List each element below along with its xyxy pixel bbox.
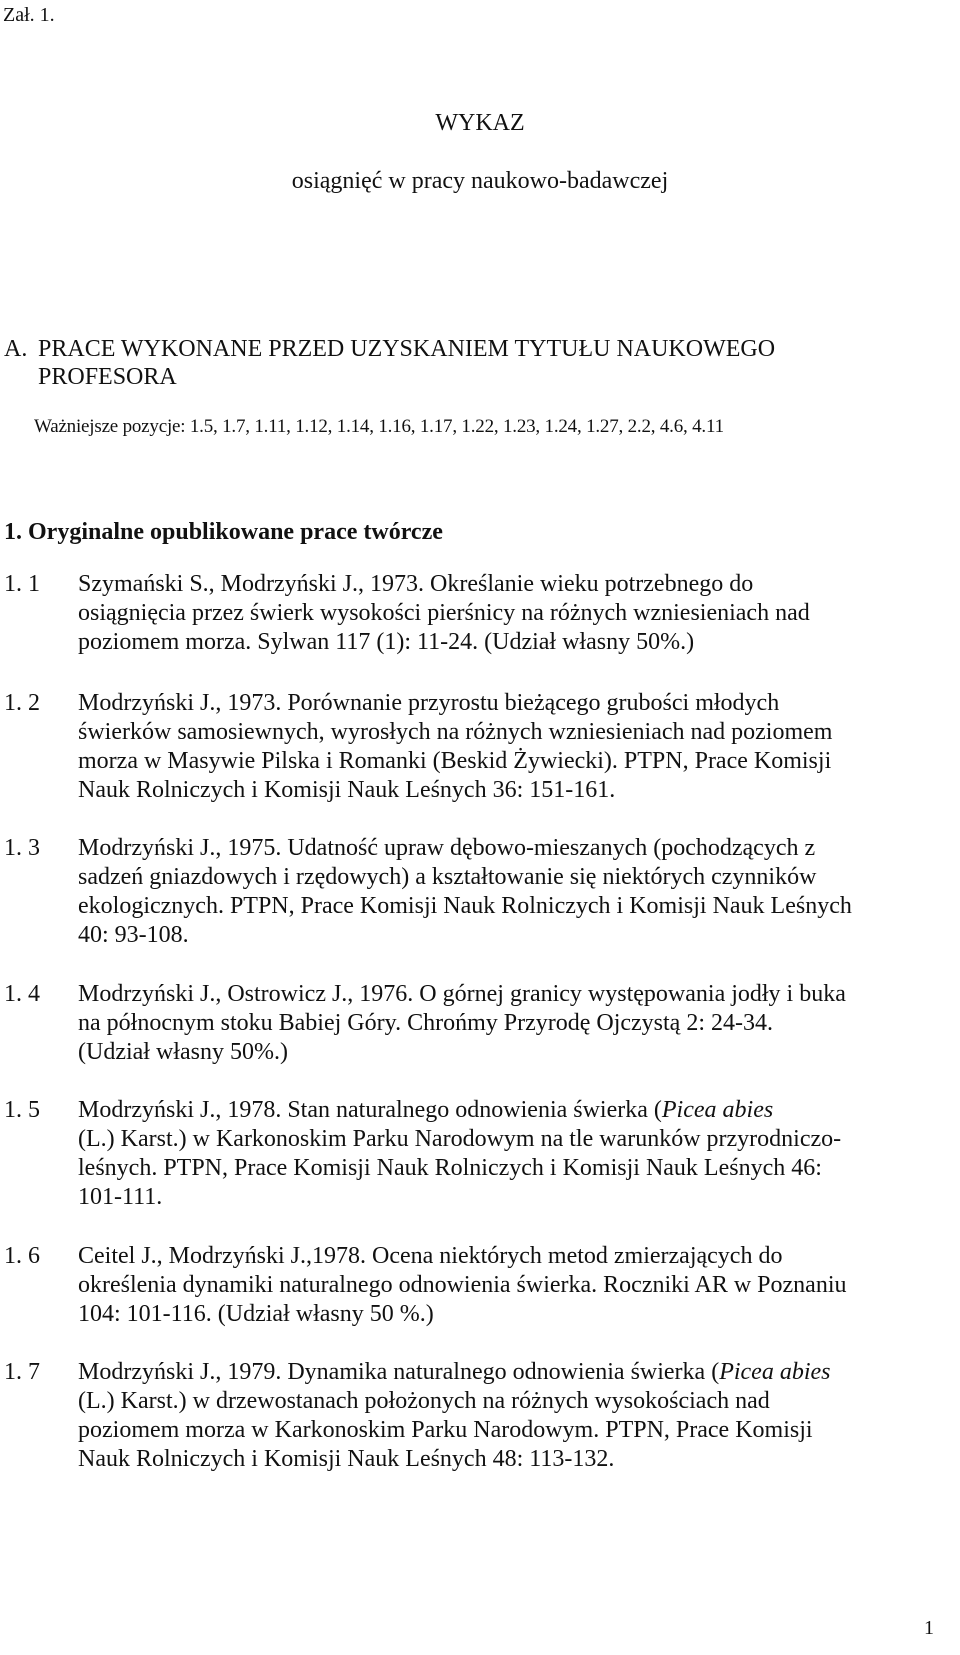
page-number: 1 [924, 1617, 934, 1639]
important-items: Ważniejsze pozycje: 1.5, 1.7, 1.11, 1.12, 1.14, 1.16, 1.17, 1.22, 1.23, 1.24, 1.27, 2.2, 4.6, 4.11 [34, 416, 724, 437]
entry-number: 1. 1 [4, 571, 40, 597]
entry-line: na północnym stoku Babiej Góry. Chrońmy Przyrodę Ojczystą 2: 24-34. [78, 1010, 773, 1036]
entry-number: 1. 7 [4, 1359, 40, 1385]
entry-line: 40: 93-108. [78, 922, 189, 948]
entry-line: Modrzyński J., 1973. Porównanie przyrostu bieżącego grubości młodych [78, 690, 780, 716]
entry-line: Szymański S., Modrzyński J., 1973. Określanie wieku potrzebnego do [78, 571, 754, 597]
list-item [4, 980, 924, 1067]
list-item [4, 1096, 924, 1212]
entry-text: Modrzyński J., 1979. Dynamika naturalnego odnowienia świerka ( [78, 1359, 720, 1385]
entry-line: Modrzyński J., 1975. Udatność upraw dębowo-mieszanych (pochodzących z [78, 835, 816, 861]
entry-line: leśnych. PTPN, Prace Komisji Nauk Rolniczych i Komisji Nauk Leśnych 46: [78, 1155, 822, 1181]
document-title: WYKAZ [435, 110, 525, 136]
attachment-label: Zał. 1. [3, 4, 55, 26]
list-item [4, 834, 924, 950]
entry-line: Nauk Rolniczych i Komisji Nauk Leśnych 48: 113-132. [78, 1446, 615, 1472]
section-a-heading [4, 335, 775, 391]
entry-line: poziomem morza w Karkonoskim Parku Narodowym. PTPN, Prace Komisji [78, 1417, 813, 1443]
list-item [4, 1242, 924, 1329]
list-item [4, 1358, 924, 1474]
latin-name: Picea abies [661, 1097, 774, 1123]
entry-line: morza w Masywie Pilska i Romanki (Beskid Żywiecki). PTPN, Prace Komisji [78, 748, 832, 774]
entry-text: Modrzyński J., 1978. Stan naturalnego odnowienia świerka ( [78, 1097, 662, 1123]
entry-line: (Udział własny 50%.) [78, 1039, 288, 1065]
entry-line: osiągnięcia przez świerk wysokości pierśnicy na różnych wzniesieniach nad [78, 600, 810, 626]
section-a-label: A. [4, 336, 28, 362]
entry-line: określenia dynamiki naturalnego odnowienia świerka. Roczniki AR w Poznaniu [78, 1272, 847, 1298]
list-item [4, 689, 924, 805]
entry-line: 101-111. [78, 1184, 163, 1210]
section-1-heading: 1. Oryginalne opublikowane prace twórcze [4, 519, 443, 545]
entry-number: 1. 3 [4, 835, 40, 861]
entry-line: (L.) Karst.) w drzewostanach położonych na różnych wysokościach nad [78, 1388, 770, 1414]
entry-number: 1. 2 [4, 690, 40, 716]
entry-line [78, 1096, 924, 1125]
list-item [4, 570, 924, 657]
entry-line: 104: 101-116. (Udział własny 50 %.) [78, 1301, 434, 1327]
section-a-line1: PRACE WYKONANE PRZED UZYSKANIEM TYTUŁU NAUKOWEGO [38, 336, 776, 362]
entry-line: Nauk Rolniczych i Komisji Nauk Leśnych 36: 151-161. [78, 777, 616, 803]
entry-number: 1. 6 [4, 1243, 40, 1269]
entry-line: Ceitel J., Modrzyński J.,1978. Ocena niektórych metod zmierzających do [78, 1243, 783, 1269]
entry-line: (L.) Karst.) w Karkonoskim Parku Narodowym na tle warunków przyrodniczo- [78, 1126, 842, 1152]
latin-name: Picea abies [719, 1359, 831, 1385]
entry-line: świerków samosiewnych, wyrosłych na różnych wzniesieniach nad poziomem [78, 719, 833, 745]
entry-line: Modrzyński J., Ostrowicz J., 1976. O górnej granicy występowania jodły i buka [78, 981, 846, 1007]
entry-line: ekologicznych. PTPN, Prace Komisji Nauk Rolniczych i Komisji Nauk Leśnych [78, 893, 852, 919]
entry-number: 1. 5 [4, 1097, 40, 1123]
entry-line [78, 1358, 924, 1387]
document-subtitle: osiągnięć w pracy naukowo-badawczej [291, 168, 669, 194]
entry-line: sadzeń gniazdowych i rzędowych) a kształtowanie się niektórych czynników [78, 864, 817, 890]
section-a-line2: PROFESORA [38, 364, 177, 390]
entry-line: poziomem morza. Sylwan 117 (1): 11-24. (Udział własny 50%.) [78, 629, 695, 655]
entry-number: 1. 4 [4, 981, 40, 1007]
